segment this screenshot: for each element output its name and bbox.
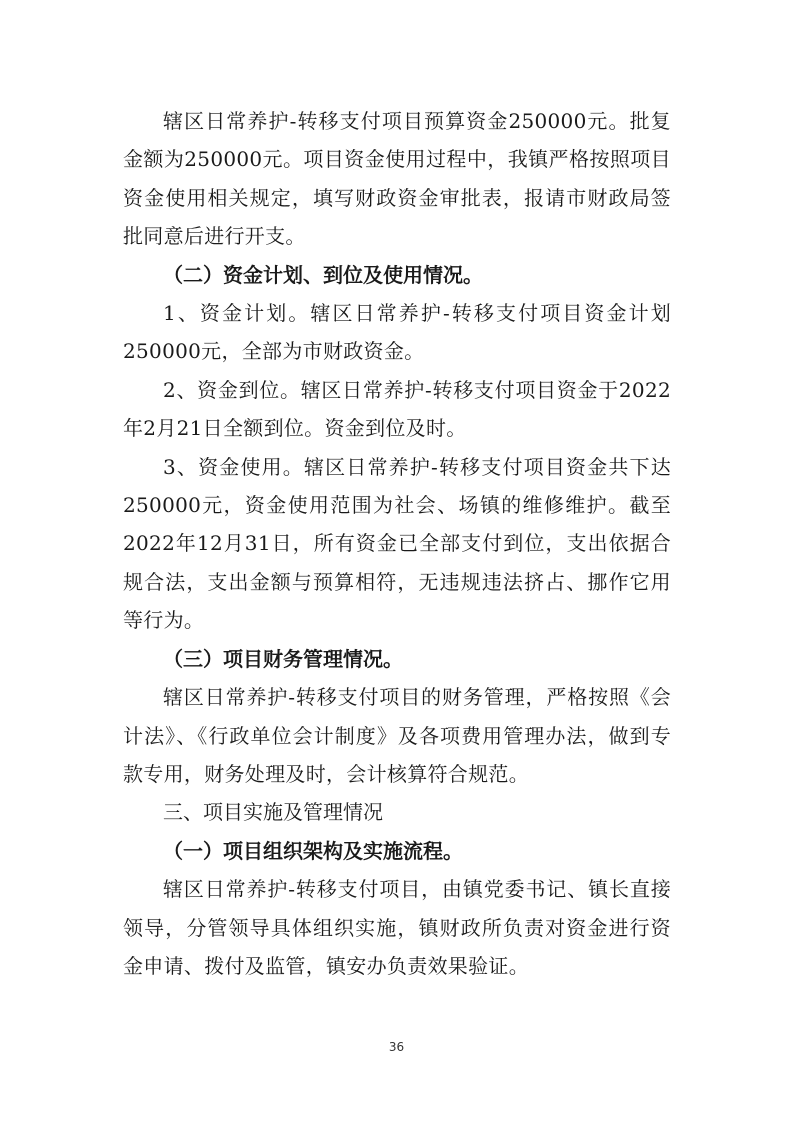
section-title-implementation: 三、项目实施及管理情况 bbox=[163, 800, 383, 825]
paragraph-fund-use: 3、资金使用。辖区日常养护-转移支付项目资金共下达250000元，资金使用范围为社会、场镇的维修维护。截至2022年12月31日，所有资金已全部支付到位，支出依据合规合法，支出金额与预算相符，无违规违法挤占、挪作它用等行为。 bbox=[123, 454, 671, 633]
paragraph-financial-management: 辖区日常养护-转移支付项目的财务管理，严格按照《会计法》、《行政单位会计制度》及各项费用管理办法，做到专款专用，财务处理及时，会计核算符合规范。 bbox=[123, 685, 671, 786]
paragraph-organization: 辖区日常养护-转移支付项目，由镇党委书记、镇长直接领导，分管领导具体组织实施，镇财政所负责对资金进行资金申请、拨付及监管，镇安办负责效果验证。 bbox=[123, 877, 671, 978]
paragraph-fund-plan: 1、资金计划。辖区日常养护-转移支付项目资金计划250000元，全部为市财政资金。 bbox=[123, 301, 671, 364]
paragraph-budget: 辖区日常养护-转移支付项目预算资金250000元。批复金额为250000元。项目资金使用过程中，我镇严格按照项目资金使用相关规定，填写财政资金审批表，报请市财政局签批同意后进行开支。 bbox=[123, 109, 671, 249]
heading-organization: （一）项目组织架构及实施流程。 bbox=[163, 838, 463, 863]
document-body bbox=[123, 102, 671, 985]
heading-financial-management: （三）项目财务管理情况。 bbox=[163, 646, 403, 671]
paragraph-fund-arrival: 2、资金到位。辖区日常养护-转移支付项目资金于2022年2月21日全额到位。资金到位及时。 bbox=[123, 377, 671, 441]
page-number: 36 bbox=[388, 1040, 405, 1054]
heading-fund-plan: （二）资金计划、到位及使用情况。 bbox=[163, 262, 483, 287]
